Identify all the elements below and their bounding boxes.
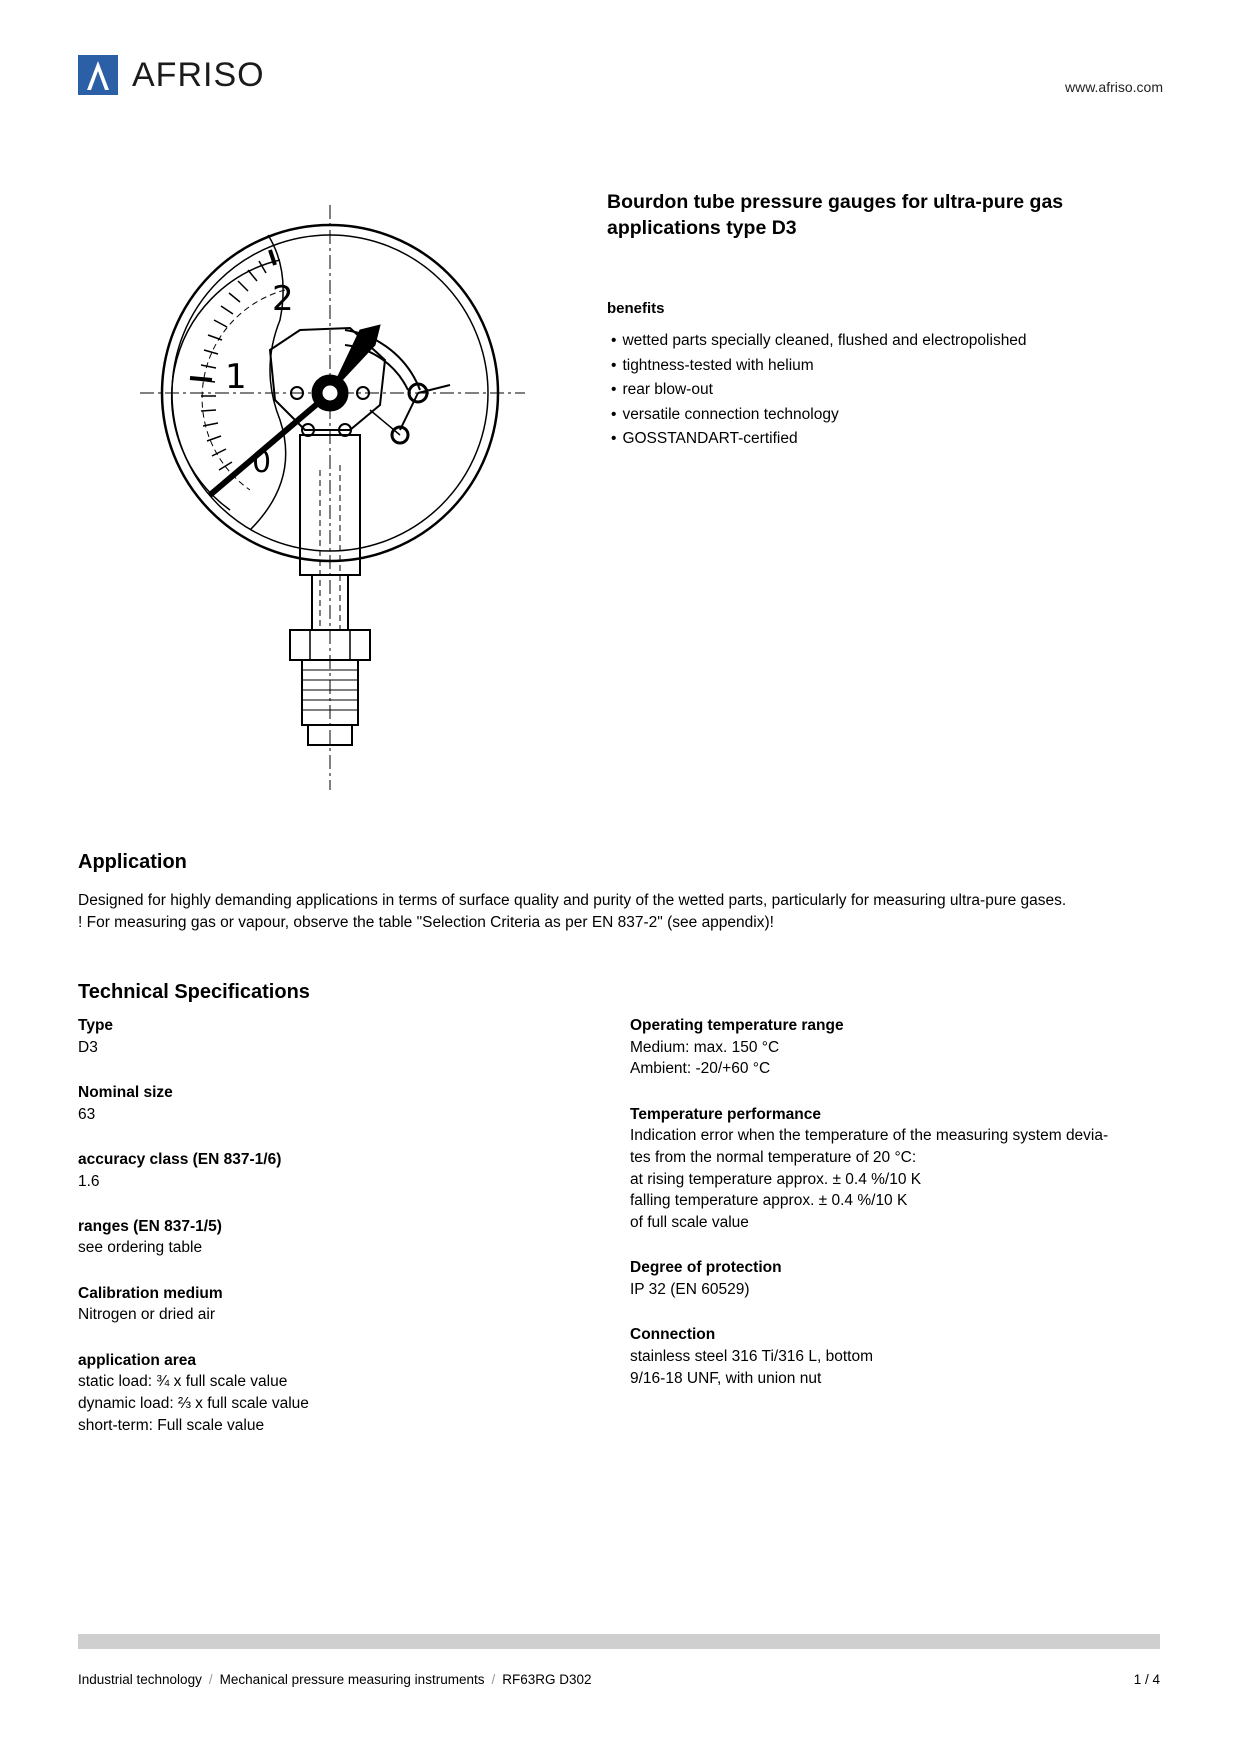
gauge-illustration xyxy=(130,200,550,800)
dial-label-1: 1 xyxy=(225,357,247,397)
benefit-item: • GOSSTANDART-certified xyxy=(611,427,1027,452)
breadcrumb-item[interactable]: Industrial technology xyxy=(78,1672,202,1687)
spec-value: Ambient: -20/+60 °C xyxy=(630,1060,771,1078)
afriso-logo-icon xyxy=(78,55,118,95)
spec-connection xyxy=(630,1324,1160,1389)
spec-value: tes from the normal temperature of 20 °C: xyxy=(630,1149,917,1167)
application-note: ! For measuring gas or vapour, observe the table "Selection Criteria as per EN 837-2" (see appendix)! xyxy=(78,913,774,931)
afriso-logo xyxy=(78,55,265,95)
spec-value: static load: ¾ x full scale value xyxy=(78,1373,288,1391)
spec-value: 63 xyxy=(78,1105,96,1123)
page-number: 1 / 4 xyxy=(1133,1672,1160,1687)
benefits-list xyxy=(611,329,1027,452)
application-text xyxy=(78,890,1178,933)
application-heading: Application xyxy=(78,851,187,873)
breadcrumb-item[interactable]: Mechanical pressure measuring instruments xyxy=(219,1672,485,1687)
page-footer xyxy=(78,1672,1160,1687)
technical-specifications-heading: Technical Specifications xyxy=(78,981,310,1003)
spec-nominal-size xyxy=(78,1082,598,1125)
product-title: Bourdon tube pressure gauges for ultra-pure gas applications type D3 xyxy=(607,191,1064,239)
brand-name: AFRISO xyxy=(132,55,265,94)
spec-operating-temperature xyxy=(630,1015,1160,1080)
benefit-item: • wetted parts specially cleaned, flushed and electropolished xyxy=(611,329,1027,354)
spec-label: Nominal size xyxy=(78,1083,173,1101)
spec-temperature-performance xyxy=(630,1104,1160,1234)
spec-label: Type xyxy=(78,1017,114,1034)
spec-value: short-term: Full scale value xyxy=(78,1416,265,1434)
spec-label: ranges (EN 837-1/5) xyxy=(78,1217,222,1235)
spec-value: of full scale value xyxy=(630,1214,749,1232)
spec-value: 1.6 xyxy=(78,1172,100,1190)
spec-value: Indication error when the temperature of the measuring system devia- xyxy=(630,1127,1109,1145)
website-url[interactable]: www.afriso.com xyxy=(1064,79,1163,95)
spec-value: falling temperature approx. ± 0.4 %/10 K xyxy=(630,1192,908,1210)
spec-label: Temperature performance xyxy=(630,1105,821,1123)
spec-label: accuracy class (EN 837-1/6) xyxy=(78,1150,282,1168)
spec-label: Operating temperature range xyxy=(630,1017,844,1034)
spec-value: see ordering table xyxy=(78,1239,203,1257)
dial-label-0: 0 xyxy=(252,445,272,480)
benefit-item: • rear blow-out xyxy=(611,378,1027,403)
breadcrumb xyxy=(78,1672,592,1687)
dial-label-2: 2 xyxy=(272,279,294,319)
spec-value: 9/16-18 UNF, with union nut xyxy=(630,1369,822,1387)
benefit-item: • versatile connection technology xyxy=(611,403,1027,428)
spec-value: D3 xyxy=(78,1038,98,1056)
spec-degree-of-protection xyxy=(630,1257,1160,1300)
benefit-item: • tightness-tested with helium xyxy=(611,354,1027,379)
spec-value: Nitrogen or dried air xyxy=(78,1306,215,1324)
spec-accuracy-class xyxy=(78,1149,598,1192)
breadcrumb-separator: / xyxy=(208,1672,213,1687)
spec-ranges xyxy=(78,1216,598,1259)
spec-type xyxy=(78,1015,598,1058)
spec-label: Degree of protection xyxy=(630,1259,782,1277)
spec-value: dynamic load: ⅔ x full scale value xyxy=(78,1394,309,1412)
footer-divider-bar xyxy=(78,1634,1160,1649)
spec-value: Medium: max. 150 °C xyxy=(630,1038,780,1056)
spec-label: Connection xyxy=(630,1326,716,1344)
spec-value: stainless steel 316 Ti/316 L, bottom xyxy=(630,1347,873,1365)
spec-label: application area xyxy=(78,1351,197,1369)
spec-label: Calibration medium xyxy=(78,1284,223,1302)
benefits-heading: benefits xyxy=(607,300,665,317)
spec-column-right xyxy=(630,1015,1160,1413)
application-line: Designed for highly demanding applications in terms of surface quality and purity of the wetted parts, particularly for measuring ultra-pure gases. xyxy=(78,892,1067,909)
spec-calibration-medium xyxy=(78,1283,598,1326)
breadcrumb-separator: / xyxy=(491,1672,496,1687)
spec-value: IP 32 (EN 60529) xyxy=(630,1281,750,1299)
spec-application-area xyxy=(78,1350,598,1437)
breadcrumb-item[interactable]: RF63RG D302 xyxy=(502,1672,592,1687)
spec-value: at rising temperature approx. ± 0.4 %/10 K xyxy=(630,1170,922,1188)
spec-column-left xyxy=(78,1015,598,1460)
